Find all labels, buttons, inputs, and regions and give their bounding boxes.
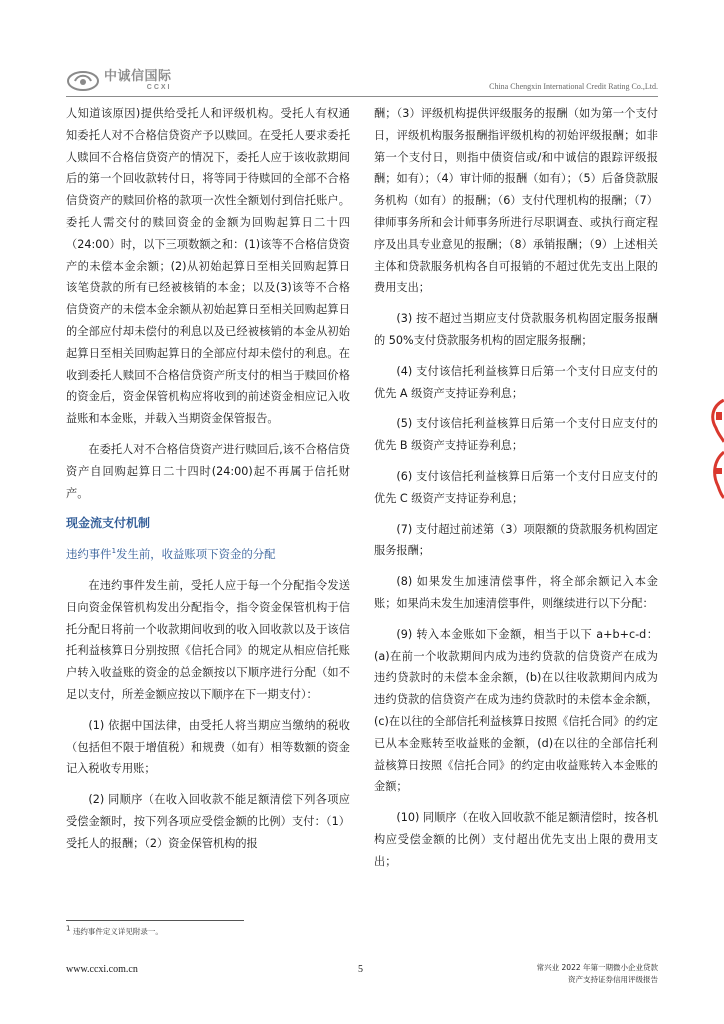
footer-doc-title-line2: 资产支持证券信用评级报告 (568, 975, 658, 984)
footnote-text: 违约事件定义详见附录一。 (72, 927, 163, 936)
paragraph-distribution-intro: 在违约事件发生前，受托人应于每一个分配指令发送日向资金保管机构发出分配指令，指令资金保管机构于信托分配日将前一个收款期间收到的收入回收款以及于该信托利益核算日分别按照《信托合同》的规定从相应信托账户转入收益账的资金的总金额按以下顺序进行分配（如不足以支付，所差金额应按以下顺序在下一期支付）： (66, 578, 350, 701)
footer-doc-title-line1: 常兴业 2022 年第一期微小企业贷款 (536, 963, 658, 972)
paragraph-after-redemption: 在委托人对不合格信贷资产进行赎回后,该不合格信贷资产自回购起算日二十四时(24:00)起不再属于信托财产。 (66, 442, 350, 500)
paragraph-item-2: (2) 同顺序（在收入回收款不能足额清偿下列各项应受偿金额时，按下列各项应受偿金额的比例）支付：（1）受托人的报酬；（2）资金保管机构的报 (66, 793, 350, 850)
paragraph-item-3: (3) 按不超过当期应支付贷款服务机构固定服务报酬的 50%支付贷款服务机构的固定服务报酬； (374, 312, 658, 347)
logo-english-name: CCXI (146, 84, 172, 91)
right-column (374, 103, 658, 882)
ccxi-logo-icon (66, 70, 100, 92)
seal-stamp-fragment-top (704, 398, 724, 444)
page-number: 5 (358, 964, 363, 975)
paragraph-redemption: 人知道该原因)提供给受托人和评级机构。受托人有权通知委托人对不合格信贷资产予以赎回。在受托人要求委托人赎回不合格信贷资产的情况下，委托人应于该收款期间后的第一个回收款转付日，将等同于待赎回的全部不合格信贷资产的赎回价格的款项一次性全额划付到信托账户。委托人需交付的赎回资金的金额为回购起算日二十四（24:00）时，以下三项数额之和：(1)该等不合格信贷资产的未偿本金余额；(2)从初始起算日至相关回购起算日该笔贷款的所有已经被核销的本金；以及(3)该等不合格信贷资产的未偿本金余额从初始起算日至相关回购起算日的全部应付却未偿付的利息以及已经被核销的本金从初始起算日至相关回购起算日的全部应付却未偿付的利息。在收到委托人赎回不合格信贷资产所支付的相当于赎回价格的资金后，资金保管机构应将收到的前述资金相应记入收益账和本金账，并载入当期资金保管报告。 (66, 107, 350, 426)
footnote-divider (66, 920, 244, 921)
header-divider (66, 96, 658, 97)
paragraph-item-7: (7) 支付超过前述第（3）项限额的贷款服务机构固定服务报酬； (374, 522, 658, 558)
paragraph-item-10: (10) 同顺序（在收入回收款不能足额清偿时，按各机构应受偿金额的比例）支付超出优先支出上限的费用支出； (374, 811, 658, 868)
paragraph-item-1: (1) 依据中国法律，由受托人将当期应当缴纳的税收（包括但不限于增值税）和规费（如有）相等数额的资金记入税收专用账； (66, 718, 350, 776)
footnote (66, 926, 163, 937)
subsection-title-part1: 违约事件 (66, 547, 112, 562)
seal-stamp-fragment-bottom (704, 448, 724, 500)
subsection-title-part2: 发生前，收益账项下资金的分配 (116, 547, 276, 562)
paragraph-item-6: (6) 支付该信托利益核算日后第一个支付日应支付的优先 C 级资产支持证券利息； (374, 469, 658, 505)
section-title: 现金流支付机制 (66, 516, 151, 531)
paragraph-item-5: (5) 支付该信托利益核算日后第一个支付日应支付的优先 B 级资产支持证券利息； (374, 417, 658, 453)
ccxi-logo (66, 70, 172, 92)
paragraph-item-8: (8) 如果发生加速清偿事件，将全部余额记入本金账；如果尚未发生加速清偿事件，则继续进行以下分配： (374, 575, 658, 610)
paragraph-item-9: (9) 转入本金账如下金额，相当于以下 a+b+c-d：(a)在前一个收款期间内成为违约贷款的信贷资产在成为违约贷款时的未偿本金余额，(b)在以往收款期间内成为违约贷款的信贷资产在成为违约贷款时的未偿本金余额，(c)在以往的全部信托利益核算日按照《信托合同》的约定已从本金账转至收益账的金额，(d)在以往的全部信托利益核算日按照《信托合同》的约定由收益账转入本金账的金额； (374, 627, 658, 794)
paragraph-item-4: (4) 支付该信托利益核算日后第一个支付日应支付的优先 A 级资产支持证券利息； (374, 364, 658, 400)
footer-website: www.ccxi.com.cn (66, 964, 138, 975)
footer-doc-title (537, 962, 658, 986)
left-column (66, 103, 350, 864)
footnote-mark: 1 (66, 924, 71, 933)
subsection-title (66, 544, 350, 566)
company-english-name: China Chengxin International Credit Rating Co.,Ltd. (489, 82, 658, 91)
paragraph-item-2-continued: 酬；（3）评级机构提供评级服务的报酬（如为第一个支付日，评级机构服务报酬指评级机构的初始评级报酬；如非第一个支付日，则指中债资信或/和中诚信的跟踪评级报酬；如有）；（4）审计师的报酬（如有）；（5）后备贷款服务机构（如有）的报酬；（6）支付代理机构的报酬；（7）律师事务所和会计师事务所进行尽职调查、或执行商定程序及出具专业意见的报酬；（8）承销报酬；（9）上述相关主体和贷款服务机构各自可报销的不超过优先支出上限的费用支出； (374, 107, 658, 295)
logo-chinese-name: 中诚信国际 (104, 69, 172, 84)
footnote-ref: 1 (111, 547, 117, 556)
